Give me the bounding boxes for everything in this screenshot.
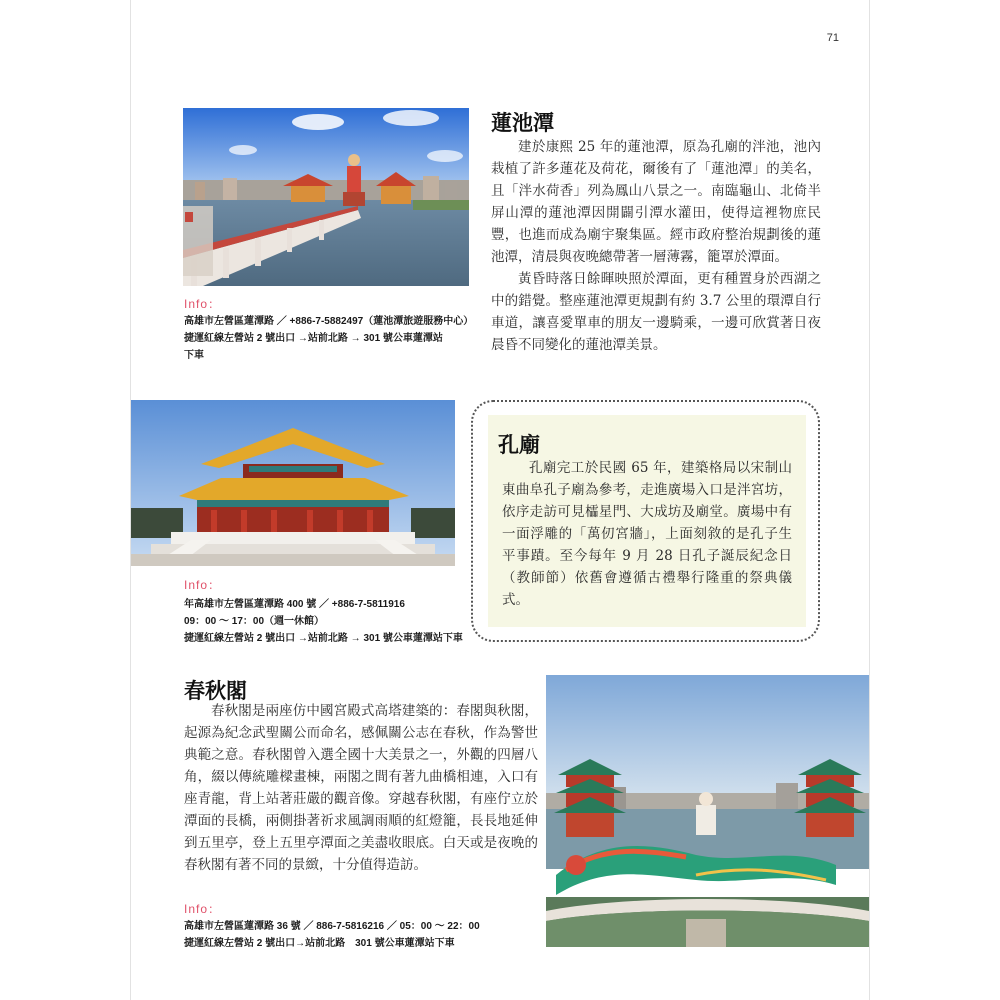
lotus-pond-photo <box>183 108 469 286</box>
lotus-pond-paragraph: 黃昏時落日餘暉映照於潭面，更有種置身於西湖之中的錯覺。整座蓮池潭更規劃有約 3.7 公里的環潭自行車道，讓喜愛單車的朋友一邊騎乘，一邊可欣賞著日夜晨昏不同變化的蓮池潭美景。 <box>491 271 821 353</box>
confucius-temple-info-label: Info： <box>184 578 222 592</box>
lotus-pond-paragraph: 建於康熙 25 年的蓮池潭，原為孔廟的泮池，池內栽植了許多蓮花及荷花，爾後有了「蓮池潭」的美名，且「泮水荷香」列為鳳山八景之一。南臨龜山、北倚半屏山潭的蓮池潭因開闢引潭水灌田，使得這裡物庶民豐，也進而成為廟宇聚集區。經市政府整治規劃後的蓮池潭，清晨與夜晚總帶著一層薄霧，籠罩於潭面。 <box>491 139 821 265</box>
info-line: 高雄市左營區蓮潭路 36 號 ／ 886-7-5816216 ／ 05：00 ～ 22：00 <box>184 921 480 932</box>
lotus-pond-info <box>184 313 473 364</box>
confucius-temple-info <box>184 596 463 647</box>
spring-autumn-info <box>184 918 480 952</box>
spring-autumn-paragraph: 春秋閣是兩座仿中國宮殿式高塔建築的：春閣與秋閣，起源為紀念武聖關公而命名，感佩關公志在春秋，作為警世典範之意。春秋閣曾入選全國十大美景之一，外觀的四層八角，綴以傳統雕樑畫棟，兩閣之間有著九曲橋相連，入口有座青龍，背上站著莊嚴的觀音像。穿越春秋閣，有座佇立於潭面的長橋，兩側掛著祈求風調雨順的紅燈籠，長長地延伸到五里亭，登上五里亭潭面之美盡收眼底。白天或是夜晚的春秋閣有著不同的景緻，十分值得造訪。 <box>184 703 538 873</box>
confucius-temple-box <box>471 400 820 642</box>
spring-autumn-body <box>184 700 538 876</box>
lotus-pond-title: 蓮池潭 <box>491 110 554 135</box>
lotus-pond-info-label: Info： <box>184 297 222 311</box>
spring-autumn-info-label: Info： <box>184 902 222 916</box>
confucius-temple-title: 孔廟 <box>498 432 540 457</box>
info-line: 捷運紅線左營站 2 號出口 →站前北路 → 301 號公車蓮潭站 <box>184 333 443 344</box>
confucius-temple-photo <box>131 400 455 566</box>
spring-autumn-photo <box>546 675 869 947</box>
info-line: 捷運紅線左營站 2 號出口 →站前北路 → 301 號公車蓮潭站下車 <box>184 633 463 644</box>
info-line: 下車 <box>184 350 204 361</box>
spring-autumn-title: 春秋閣 <box>184 678 247 703</box>
info-line: 捷運紅線左營站 2 號出口→站前北路 301 號公車蓮潭站下車 <box>184 938 455 949</box>
info-line: 09：00 ～ 17：00（週一休館） <box>184 616 325 627</box>
info-line: 高雄市左營區蓮潭路 ／ +886-7-5882497（蓮池潭旅遊服務中心） <box>184 316 474 327</box>
lotus-pond-body <box>491 136 821 356</box>
info-line: 年高雄市左營區蓮潭路 400 號 ／ +886-7-5811916 <box>184 599 405 610</box>
confucius-temple-body <box>502 457 792 611</box>
page-number: 71 <box>826 32 839 44</box>
confucius-temple-paragraph: 孔廟完工於民國 65 年，建築格局以宋制山東曲阜孔子廟為參考，走進廣場入口是泮宮坊，依序走訪可見櫺星門、大成坊及廟堂。廣場中有一面浮雕的「萬仞宮牆」，上面刻敘的是孔子生平事蹟。至今每年 9 月 28 日孔子誕辰紀念日（教師節）依舊會遵循古禮舉行隆重的祭典儀式。 <box>502 460 792 608</box>
confucius-temple-box-inner <box>488 415 806 627</box>
book-page <box>130 0 870 1000</box>
